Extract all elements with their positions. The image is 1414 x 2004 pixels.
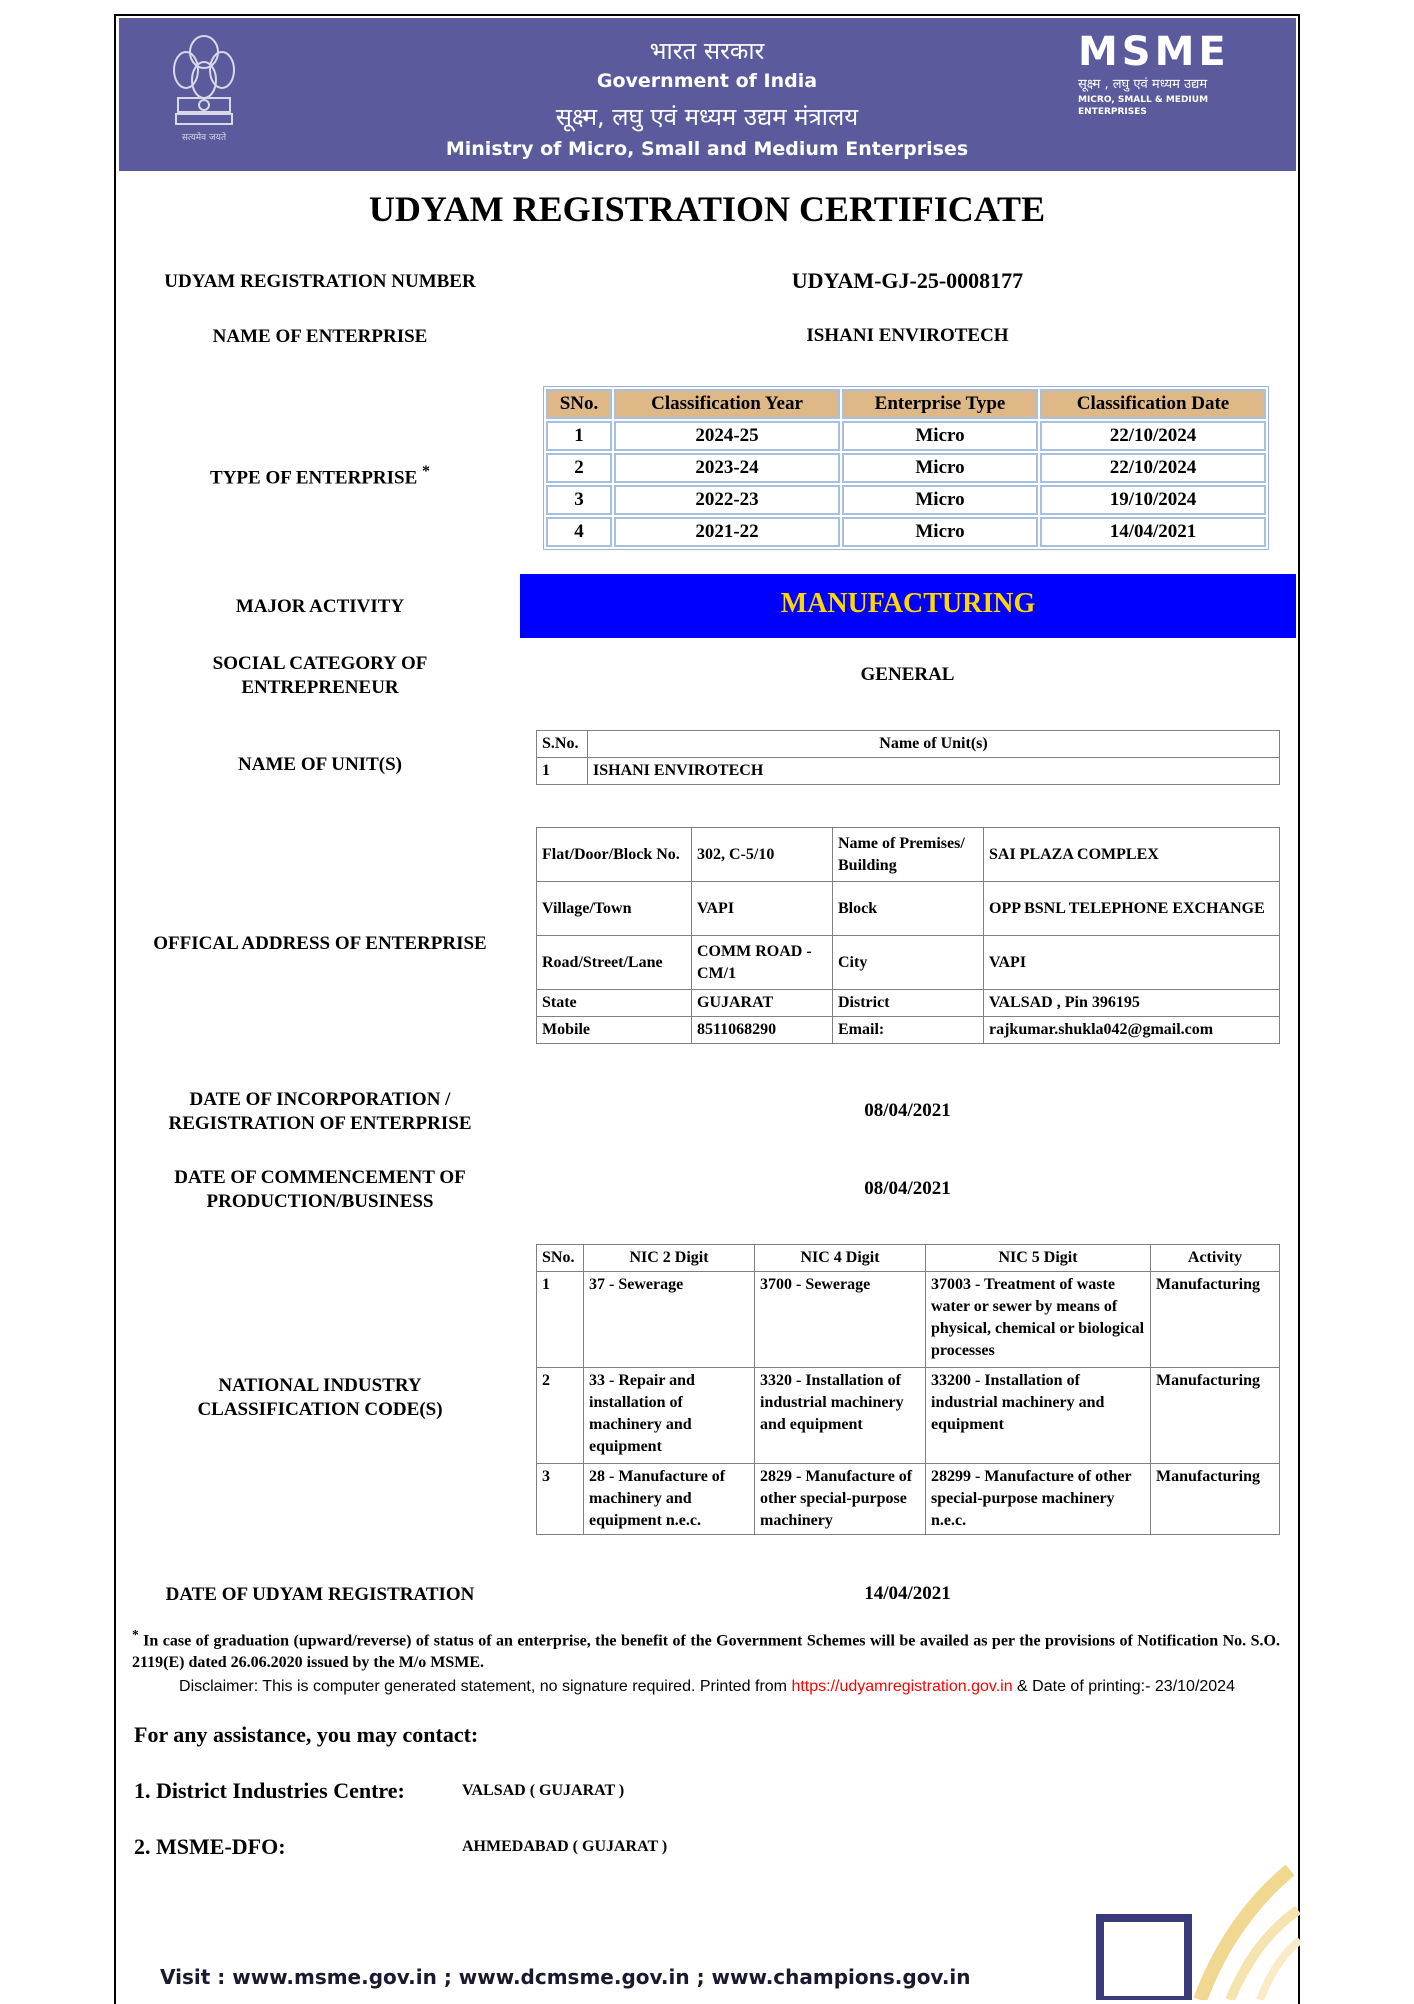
note-text: In case of graduation (upward/reverse) of status of an enterprise, the benefit of the Government Schemes will be availed as per the provisions of Notification No. S.O. 2119(E) dated 26.06.2020 issued by the M/o MSME. [132,1632,1280,1672]
table-cell: Micro [842,453,1038,483]
nic-header-row [537,1245,1280,1272]
type-star: * [422,463,430,480]
table-row [546,517,1266,547]
table-row [537,1368,1280,1464]
table-row [537,990,1280,1017]
classification-table [543,386,1269,550]
decorative-corner-graphic [1080,1800,1300,2000]
gov-hindi: भारत सरकार [649,37,765,65]
nic-header: NIC 4 Digit [755,1245,926,1272]
table-cell: 2023-24 [614,453,840,483]
table-cell: 19/10/2024 [1040,485,1266,515]
table-cell: 3 [537,1464,584,1535]
dfo-value: AHMEDABAD ( GUJARAT ) [462,1838,668,1855]
table-row [537,1017,1280,1044]
table-cell: 3 [546,485,612,515]
commencement-date: 08/04/2021 [864,1178,951,1199]
table-row [537,936,1280,990]
udyam-date: 14/04/2021 [864,1583,951,1604]
msme-logo-english: MICRO, SMALL & MEDIUM ENTERPRISES [1078,95,1209,117]
type-label-text: TYPE OF ENTERPRISE [210,467,418,489]
table-cell: 37 - Sewerage [584,1272,755,1368]
table-cell: 3700 - Sewerage [755,1272,926,1368]
commencement-label-line1: DATE OF COMMENCEMENT OF [174,1167,466,1188]
table-cell: 1 [537,1272,584,1368]
dic-label: 1. District Industries Centre: [134,1778,405,1803]
units-table [536,730,1280,785]
block-value: OPP BSNL TELEPHONE EXCHANGE [984,882,1280,936]
table-row [537,828,1280,882]
nic-table [536,1244,1280,1535]
table-cell: Micro [842,517,1038,547]
dic-value: VALSAD ( GUJARAT ) [462,1782,625,1799]
disclaimer [0,1678,1414,1696]
emblem-motto: सत्यमेव जयते [181,133,227,143]
nic-label-line1: NATIONAL INDUSTRY [218,1375,422,1396]
mobile-label: Mobile [537,1017,692,1044]
classification-header: Enterprise Type [842,389,1038,419]
nic-header: NIC 5 Digit [926,1245,1151,1272]
email-label: Email: [833,1017,984,1044]
dfo-label: 2. MSME-DFO: [134,1834,286,1859]
table-row [546,485,1266,515]
table-cell: 22/10/2024 [1040,421,1266,451]
email-value: rajkumar.shukla042@gmail.com [984,1017,1280,1044]
nic-label-line2: CLASSIFICATION CODE(S) [197,1399,443,1420]
table-row [546,453,1266,483]
flat-label: Flat/Door/Block No. [537,828,692,882]
nic-header: NIC 2 Digit [584,1245,755,1272]
classification-header: SNo. [546,389,612,419]
table-cell: 28299 - Manufacture of other special-purpose machinery n.e.c. [926,1464,1151,1535]
table-cell: 4 [546,517,612,547]
table-cell: Manufacturing [1151,1272,1280,1368]
social-category-label [130,652,510,700]
city-value: VAPI [984,936,1280,990]
ministry-hindi: सूक्ष्म, लघु एवं मध्यम उद्यम मंत्रालय [555,103,859,131]
certificate-title: UDYAM REGISTRATION CERTIFICATE [368,189,1046,229]
msme-logo-hindi: सूक्ष्म , लघु एवं मध्यम उद्यम [1078,77,1208,92]
classification-header: Classification Year [614,389,840,419]
units-label: NAME OF UNIT(S) [238,754,402,775]
table-cell: 3320 - Installation of industrial machinery and equipment [755,1368,926,1464]
table-row [537,1464,1280,1535]
social-category-label-line2: ENTREPRENEUR [241,677,399,698]
premises-label: Name of Premises/ Building [833,828,984,882]
table-cell: 33 - Repair and installation of machinery and equipment [584,1368,755,1464]
social-category-label-line1: SOCIAL CATEGORY OF [212,653,428,674]
reg-number-label: UDYAM REGISTRATION NUMBER [164,271,476,292]
major-activity-label: MAJOR ACTIVITY [235,596,405,617]
note-star: * [132,1627,139,1642]
village-value: VAPI [692,882,833,936]
major-activity: MANUFACTURING [780,588,1036,619]
table-cell: 2829 - Manufacture of other special-purpose machinery [755,1464,926,1535]
district-label: District [833,990,984,1017]
address-label: OFFICAL ADDRESS OF ENTERPRISE [153,933,487,954]
disclaimer-link[interactable]: https://udyamregistration.gov.in [791,1678,1013,1695]
commencement-label [130,1166,510,1214]
village-label: Village/Town [537,882,692,936]
nic-header: Activity [1151,1245,1280,1272]
state-label: State [537,990,692,1017]
table-cell: 14/04/2021 [1040,517,1266,547]
table-cell: 2022-23 [614,485,840,515]
table-cell: 2024-25 [614,421,840,451]
disclaimer-pre: Disclaimer: This is computer generated statement, no signature required. Printed from [179,1678,792,1695]
table-cell: 2 [546,453,612,483]
assistance-heading: For any assistance, you may contact: [134,1722,479,1747]
disclaimer-post: & Date of printing:- 23/10/2024 [1012,1678,1235,1695]
units-header-row [537,731,1280,758]
state-value: GUJARAT [692,990,833,1017]
reg-number: UDYAM-GJ-25-0008177 [791,268,1024,293]
incorporation-date: 08/04/2021 [864,1100,951,1121]
district-value: VALSAD , Pin 396195 [984,990,1280,1017]
nic-header: SNo. [537,1245,584,1272]
table-cell: 2021-22 [614,517,840,547]
table-cell: Manufacturing [1151,1368,1280,1464]
msme-logo [1078,30,1258,120]
premises-value: SAI PLAZA COMPLEX [984,828,1280,882]
table-cell: Micro [842,485,1038,515]
visit-links: Visit : www.msme.gov.in ; www.dcmsme.gov.in ; www.champions.gov.in [160,1965,971,1989]
units-header: Name of Unit(s) [588,731,1280,758]
road-label: Road/Street/Lane [537,936,692,990]
road-value: COMM ROAD - CM/1 [692,936,833,990]
table-row [537,1272,1280,1368]
udyam-date-label: DATE OF UDYAM REGISTRATION [165,1584,475,1605]
gov-english: Government of India [596,70,818,92]
address-table [536,827,1280,1044]
table-row [537,758,1280,785]
social-category: GENERAL [860,664,955,685]
block-label: Block [833,882,984,936]
incorporation-label-line1: DATE OF INCORPORATION / [189,1089,451,1110]
classification-header-row [546,389,1266,419]
classification-header: Classification Date [1040,389,1266,419]
nic-label [130,1374,510,1422]
commencement-label-line2: PRODUCTION/BUSINESS [206,1191,434,1212]
ministry-english: Ministry of Micro, Small and Medium Enterprises [445,138,969,160]
table-cell: 28 - Manufacture of machinery and equipment n.e.c. [584,1464,755,1535]
incorporation-label [130,1088,510,1136]
type-label [130,460,510,490]
table-row [537,882,1280,936]
table-cell: ISHANI ENVIROTECH [588,758,1280,785]
city-label: City [833,936,984,990]
enterprise-name: ISHANI ENVIROTECH [806,325,1009,346]
table-cell: 33200 - Installation of industrial machinery and equipment [926,1368,1151,1464]
table-cell: 2 [537,1368,584,1464]
mobile-value: 8511068290 [692,1017,833,1044]
table-row [546,421,1266,451]
flat-value: 302, C-5/10 [692,828,833,882]
table-cell: 37003 - Treatment of waste water or sewer by means of physical, chemical or biological processes [926,1272,1151,1368]
incorporation-label-line2: REGISTRATION OF ENTERPRISE [168,1113,472,1134]
table-cell: 1 [546,421,612,451]
table-cell: 22/10/2024 [1040,453,1266,483]
graduation-note [132,1624,1280,1674]
units-header: S.No. [537,731,588,758]
msme-logo-text: MSME [1078,29,1230,75]
table-cell: 1 [537,758,588,785]
table-cell: Manufacturing [1151,1464,1280,1535]
enterprise-name-label: NAME OF ENTERPRISE [212,326,428,347]
table-cell: Micro [842,421,1038,451]
